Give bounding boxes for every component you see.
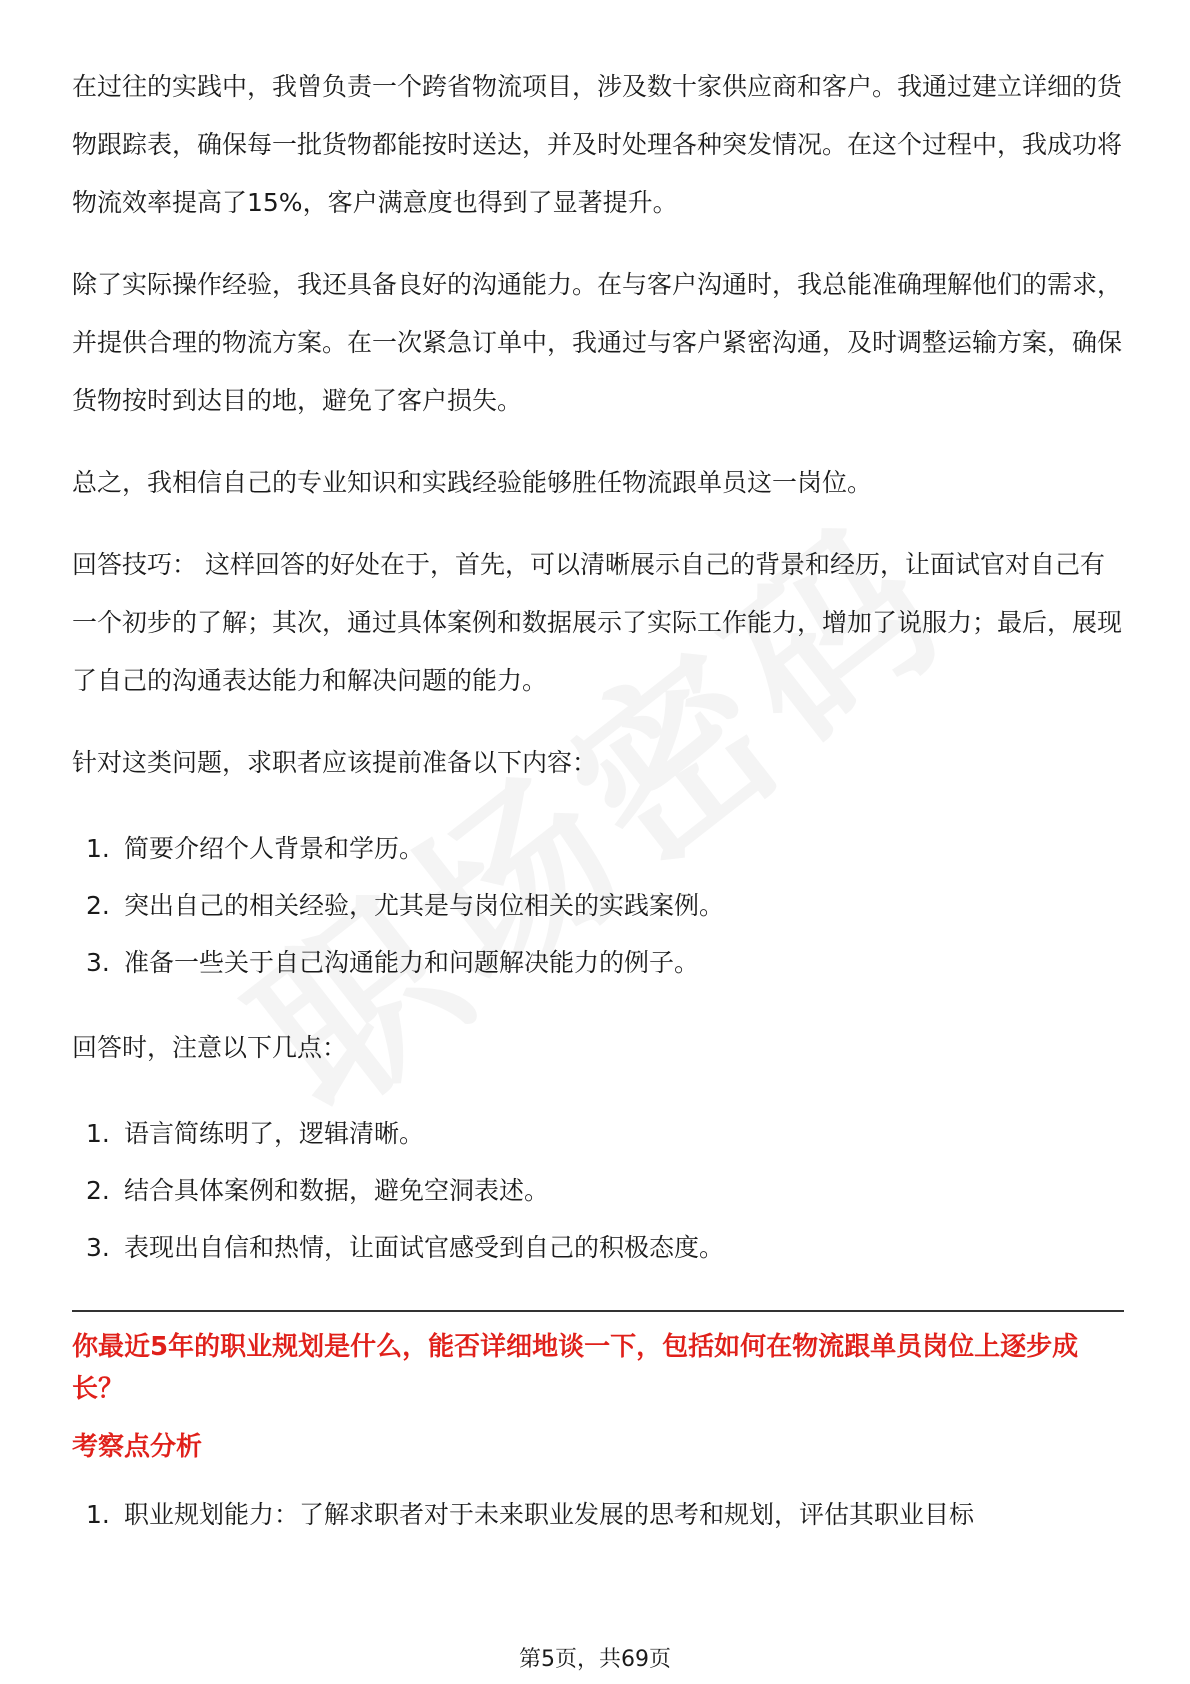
list-number: 1.	[86, 834, 110, 863]
list-number: 3.	[86, 1233, 110, 1262]
list-text: 表现出自信和热情，让面试官感受到自己的积极态度。	[124, 1233, 725, 1262]
list-text: 职业规划能力：了解求职者对于未来职业发展的思考和规划，评估其职业目标	[124, 1500, 975, 1529]
section-divider	[72, 1310, 1124, 1312]
document-content	[72, 58, 1122, 1543]
prep-list	[72, 820, 1122, 991]
list-item	[72, 1162, 1122, 1219]
analysis-heading: 考察点分析	[72, 1432, 203, 1462]
list-text: 突出自己的相关经验，尤其是与岗位相关的实践案例。	[124, 891, 725, 920]
list-text: 准备一些关于自己沟通能力和问题解决能力的例子。	[124, 948, 700, 977]
list-number: 3.	[86, 948, 110, 977]
analysis-list	[72, 1486, 1122, 1543]
question-heading: 你最近5年的职业规划是什么，能否详细地谈一下，包括如何在物流跟单员岗位上逐步成长？	[72, 1332, 1079, 1404]
paragraph-conclusion: 总之，我相信自己的专业知识和实践经验能够胜任物流跟单员这一岗位。	[72, 468, 873, 497]
list-number: 2.	[86, 1176, 110, 1205]
attention-list	[72, 1105, 1122, 1276]
list-text: 语言简练明了，逻辑清晰。	[124, 1119, 425, 1148]
list-number: 1.	[86, 1500, 110, 1529]
list-number: 1.	[86, 1119, 110, 1148]
list-item	[72, 934, 1122, 991]
list-item	[72, 820, 1122, 877]
list-item	[72, 877, 1122, 934]
paragraph-prep-intro: 针对这类问题，求职者应该提前准备以下内容：	[72, 748, 598, 777]
page-footer: 第5页，共69页	[519, 1647, 671, 1672]
list-text: 结合具体案例和数据，避免空洞表述。	[124, 1176, 550, 1205]
list-number: 2.	[86, 891, 110, 920]
paragraph-answer-tips: 回答技巧： 这样回答的好处在于，首先，可以清晰展示自己的背景和经历，让面试官对自己有一个初步的了解；其次，通过具体案例和数据展示了实际工作能力，增加了说服力；最后，展现了自己的沟通表达能力和解决问题的能力。	[72, 550, 1123, 695]
list-item	[72, 1105, 1122, 1162]
list-item	[72, 1486, 1122, 1543]
paragraph-communication: 除了实际操作经验，我还具备良好的沟通能力。在与客户沟通时，我总能准确理解他们的需求，并提供合理的物流方案。在一次紧急订单中，我通过与客户紧密沟通，及时调整运输方案，确保货物按时到达目的地，避免了客户损失。	[72, 270, 1123, 415]
list-item	[72, 1219, 1122, 1276]
paragraph-attention-intro: 回答时，注意以下几点：	[72, 1033, 348, 1062]
paragraph-project-experience: 在过往的实践中，我曾负责一个跨省物流项目，涉及数十家供应商和客户。我通过建立详细的货物跟踪表，确保每一批货物都能按时送达，并及时处理各种突发情况。在这个过程中，我成功将物流效率提高了15%，客户满意度也得到了显著提升。	[72, 72, 1123, 217]
list-text: 简要介绍个人背景和学历。	[124, 834, 425, 863]
